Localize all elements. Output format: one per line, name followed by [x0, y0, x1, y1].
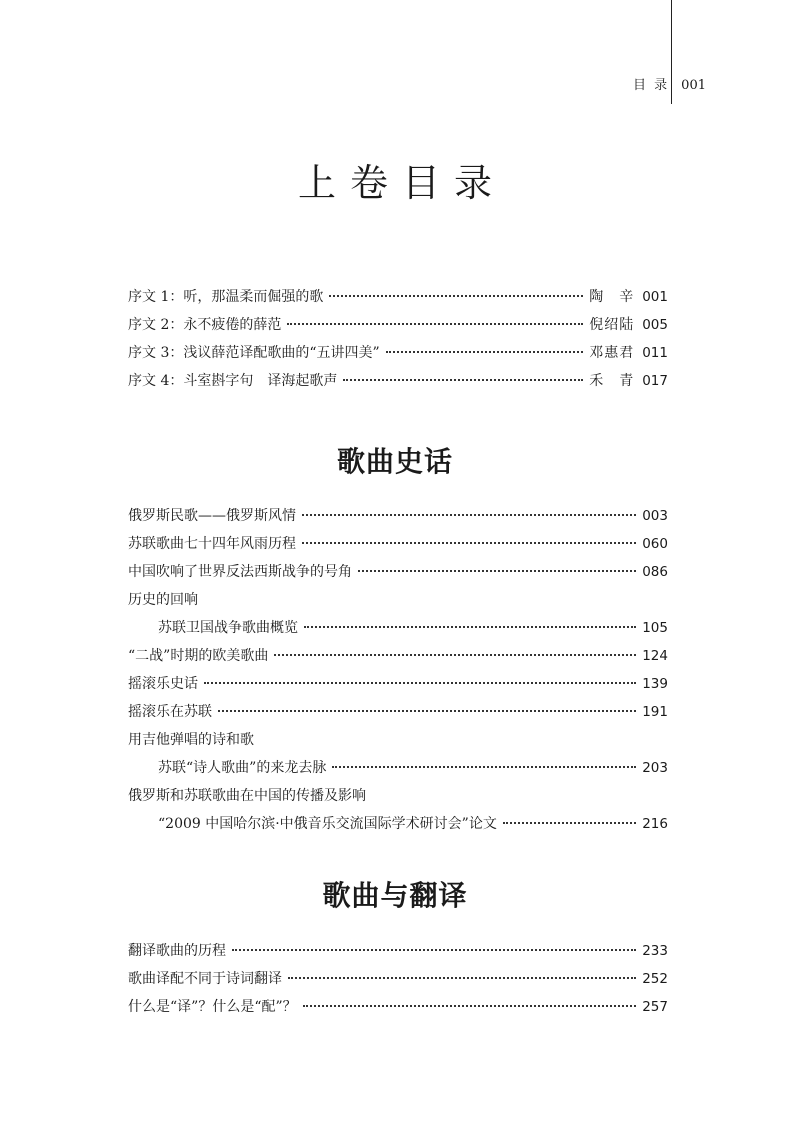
leader-dots: [288, 976, 636, 979]
header-page-number: 001: [681, 78, 706, 93]
toc-entry[interactable]: [128, 367, 668, 395]
entry-page: 060: [642, 536, 668, 552]
entry-page: 257: [642, 999, 668, 1015]
toc-entry-heading[interactable]: [128, 586, 668, 614]
entry-title: 摇滚乐史话: [128, 676, 198, 692]
leader-dots: [302, 541, 636, 544]
entry-page: 003: [642, 508, 668, 524]
entry-page: 252: [642, 971, 668, 987]
entry-title: 序文 2：永不疲倦的薛范: [128, 317, 282, 333]
toc-entry[interactable]: [128, 698, 668, 726]
entry-page: 139: [642, 676, 668, 692]
toc-entry[interactable]: [128, 754, 668, 782]
leader-dots: [343, 378, 583, 381]
entry-title: 摇滚乐在苏联: [128, 704, 212, 720]
running-head: [633, 74, 706, 93]
entry-author: 倪绍陆: [589, 317, 635, 333]
leader-dots: [274, 653, 636, 656]
toc-entry-heading[interactable]: [128, 726, 668, 754]
toc-entry[interactable]: [128, 311, 668, 339]
leader-dots: [204, 681, 636, 684]
entry-title: 用吉他弹唱的诗和歌: [128, 732, 254, 748]
entry-author: 禾 青: [589, 373, 635, 389]
leader-dots: [302, 513, 636, 516]
entry-title: 序文 1：听，那温柔而倔强的歌: [128, 289, 324, 305]
toc-entry[interactable]: [128, 558, 668, 586]
page-title: 上卷目录: [297, 161, 506, 205]
leader-dots: [218, 709, 636, 712]
toc-entry[interactable]: [128, 283, 668, 311]
entry-page: 233: [642, 943, 668, 959]
entry-title: 歌曲译配不同于诗词翻译: [128, 971, 282, 987]
entry-title: 翻译歌曲的历程: [128, 943, 226, 959]
section1-list: [128, 502, 668, 838]
leader-dots: [386, 350, 584, 353]
toc-entry[interactable]: [128, 670, 668, 698]
entry-title: 中国吹响了世界反法西斯战争的号角: [128, 564, 352, 580]
entry-subtitle: 苏联卫国战争歌曲概览: [158, 620, 298, 636]
leader-dots: [304, 625, 636, 628]
toc-entry[interactable]: [128, 530, 668, 558]
entry-page: 005: [642, 317, 668, 333]
entry-title: 俄罗斯民歌——俄罗斯风情: [128, 508, 296, 524]
entry-page: 001: [642, 289, 668, 305]
running-title: 目 录: [633, 78, 670, 93]
toc-entry[interactable]: [128, 614, 668, 642]
leader-dots: [332, 765, 636, 768]
toc-entry[interactable]: [128, 937, 668, 965]
entry-page: 216: [642, 816, 668, 832]
entry-page: 086: [642, 564, 668, 580]
entry-title: 什么是“译”？什么是“配”？: [128, 999, 297, 1015]
toc-entry-heading[interactable]: [128, 782, 668, 810]
entry-page: 191: [642, 704, 668, 720]
entry-author: 邓惠君: [589, 345, 635, 361]
leader-dots: [232, 948, 636, 951]
preface-list: [128, 283, 668, 395]
entry-title: “二战”时期的欧美歌曲: [128, 648, 269, 664]
leader-dots: [503, 821, 636, 824]
entry-title: 序文 4：斗室斟字句 译海起歌声: [128, 373, 338, 389]
section-title: 歌曲与翻译: [322, 879, 468, 912]
toc-entry[interactable]: [128, 642, 668, 670]
leader-dots: [287, 322, 583, 325]
section2-list: [128, 937, 668, 1021]
toc-entry[interactable]: [128, 993, 668, 1021]
entry-title: 历史的回响: [128, 592, 198, 608]
toc-entry[interactable]: [128, 339, 668, 367]
toc-entry[interactable]: [128, 502, 668, 530]
leader-dots: [358, 569, 636, 572]
leader-dots: [303, 1004, 637, 1007]
entry-page: 124: [642, 648, 668, 664]
entry-title: 俄罗斯和苏联歌曲在中国的传播及影响: [128, 788, 366, 804]
entry-page: 105: [642, 620, 668, 636]
entry-page: 017: [642, 373, 668, 389]
section-title: 歌曲史话: [336, 445, 453, 478]
entry-subtitle: “2009 中国哈尔滨·中俄音乐交流国际学术研讨会”论文: [158, 816, 497, 832]
entry-title: 序文 3：浅议薛范译配歌曲的“五讲四美”: [128, 345, 380, 361]
entry-subtitle: 苏联“诗人歌曲”的来龙去脉: [158, 760, 327, 776]
toc-entry[interactable]: [128, 810, 668, 838]
entry-page: 011: [642, 345, 668, 361]
entry-author: 陶 辛: [589, 289, 635, 305]
toc-entry[interactable]: [128, 965, 668, 993]
entry-title: 苏联歌曲七十四年风雨历程: [128, 536, 296, 552]
leader-dots: [329, 294, 583, 297]
entry-page: 203: [642, 760, 668, 776]
